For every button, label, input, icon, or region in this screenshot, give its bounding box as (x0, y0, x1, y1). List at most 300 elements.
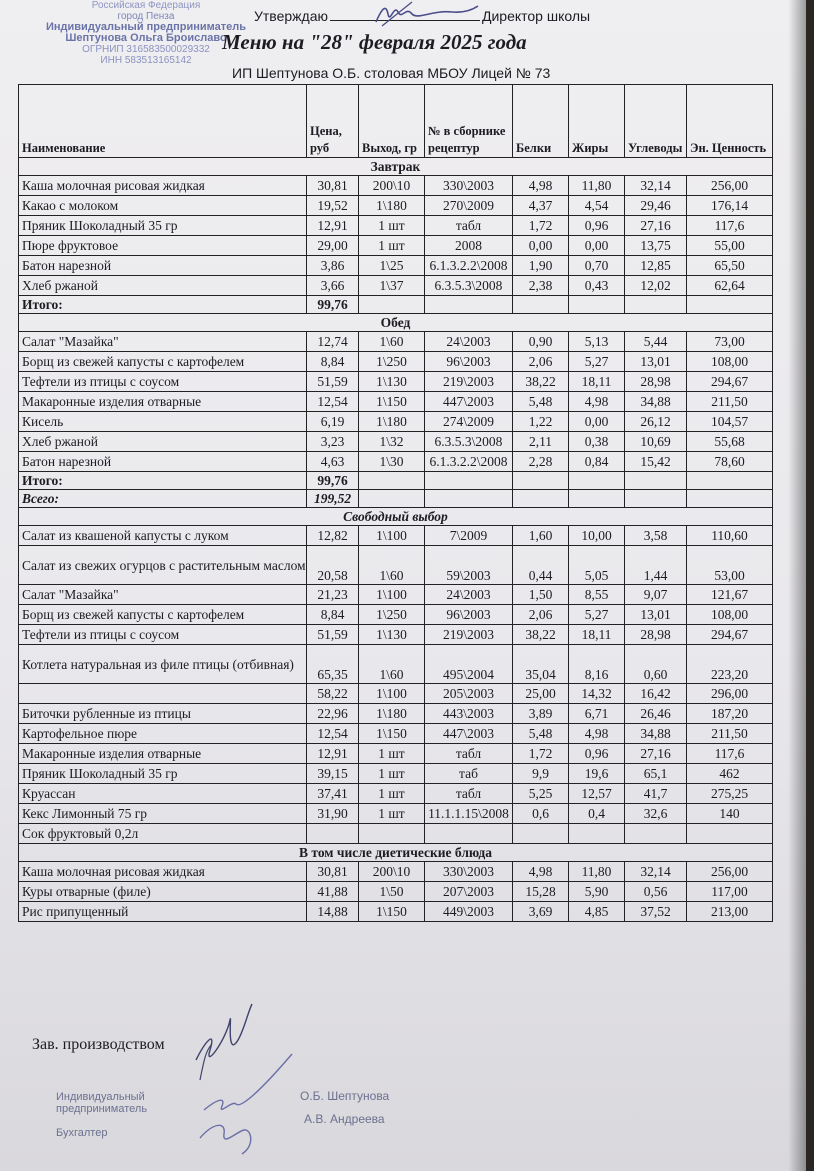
table-row (19, 276, 773, 296)
dish-name: Хлеб ржаной (19, 432, 307, 452)
table-row (19, 352, 773, 372)
cell-e: 117,00 (687, 882, 773, 902)
table-row (19, 704, 773, 724)
dish-name: Сок фруктовый 0,2л (19, 824, 307, 844)
header-row (19, 85, 773, 158)
cell-recipe: 6.3.5.3\2008 (425, 276, 513, 296)
dish-name: Пряник Шоколадный 35 гр (19, 216, 307, 236)
table-row (19, 216, 773, 236)
cell-f: 10,00 (569, 526, 625, 546)
cell-price: 12,82 (307, 526, 359, 546)
cell-e: 256,00 (687, 862, 773, 882)
dish-name: Хлеб ржаной (19, 276, 307, 296)
cell-e: 296,00 (687, 684, 773, 704)
cell-c: 13,01 (625, 605, 687, 625)
cell-recipe: 24\2003 (425, 332, 513, 352)
cell-price: 29,00 (307, 236, 359, 256)
director-signature-icon (372, 0, 482, 30)
cell-f: 12,57 (569, 784, 625, 804)
cell-e: 62,64 (687, 276, 773, 296)
cell-f: 5,27 (569, 605, 625, 625)
table-row (19, 332, 773, 352)
cell-price: 21,23 (307, 585, 359, 605)
stamp-line: ИНН 583513165142 (100, 55, 192, 66)
dish-name: Салат из квашеной капусты с луком (19, 526, 307, 546)
table-row (19, 412, 773, 432)
cell-f: 11,80 (569, 176, 625, 196)
cell-e: 294,67 (687, 372, 773, 392)
cell-e: 256,00 (687, 176, 773, 196)
total-row (19, 490, 773, 508)
cell-recipe: 2008 (425, 236, 513, 256)
cell-e: 211,50 (687, 392, 773, 412)
total-label: Всего: (19, 490, 307, 508)
cell-e: 117,6 (687, 744, 773, 764)
cell-p: 4,98 (513, 176, 569, 196)
cell-p: 25,00 (513, 684, 569, 704)
dish-name: Батон нарезной (19, 452, 307, 472)
cell-yield: 1 шт (359, 216, 425, 236)
empty-cell (513, 472, 569, 490)
cell-p: 0,90 (513, 332, 569, 352)
cell-e: 275,25 (687, 784, 773, 804)
cell-p: 1,90 (513, 256, 569, 276)
cell-price (307, 824, 359, 844)
cell-p: 4,37 (513, 196, 569, 216)
cell-price: 19,52 (307, 196, 359, 216)
cell-f: 0,00 (569, 412, 625, 432)
section-row (19, 844, 773, 862)
cell-yield: 1 шт (359, 804, 425, 824)
dish-name: Салат "Мазайка" (19, 332, 307, 352)
empty-cell (569, 296, 625, 314)
cell-yield: 1 шт (359, 784, 425, 804)
page-title: Меню на "28" февраля 2025 года (222, 30, 527, 54)
cell-c: 32,14 (625, 176, 687, 196)
cell-f: 5,13 (569, 332, 625, 352)
stamp-line: Российская Федерация (91, 0, 201, 11)
cell-p: 0,44 (513, 546, 569, 585)
cell-price: 30,81 (307, 176, 359, 196)
cell-recipe: табл (425, 784, 513, 804)
cell-c: 28,98 (625, 372, 687, 392)
cell-f: 8,16 (569, 645, 625, 684)
cell-yield: 1 шт (359, 744, 425, 764)
table-row (19, 452, 773, 472)
table-row (19, 196, 773, 216)
cell-f: 0,4 (569, 804, 625, 824)
cell-yield: 1\150 (359, 902, 425, 922)
cell-e (687, 824, 773, 844)
cell-c: 1,44 (625, 546, 687, 585)
cell-recipe: 7\2009 (425, 526, 513, 546)
table-row (19, 724, 773, 744)
cell-p: 2,06 (513, 352, 569, 372)
cell-yield: 1 шт (359, 764, 425, 784)
cell-p: 1,22 (513, 412, 569, 432)
empty-cell (359, 296, 425, 314)
cell-price: 30,81 (307, 862, 359, 882)
cell-price: 39,15 (307, 764, 359, 784)
cell-f: 0,43 (569, 276, 625, 296)
cell-recipe: 11.1.1.15\2008 (425, 804, 513, 824)
cell-price: 37,41 (307, 784, 359, 804)
cell-c: 41,7 (625, 784, 687, 804)
cell-price: 12,91 (307, 216, 359, 236)
cell-yield: 1\180 (359, 412, 425, 432)
cell-yield: 1\100 (359, 585, 425, 605)
empty-cell (687, 490, 773, 508)
approve-role: Директор школы (481, 8, 591, 24)
cell-p: 35,04 (513, 645, 569, 684)
cell-price: 22,96 (307, 704, 359, 724)
cell-price: 58,22 (307, 684, 359, 704)
cell-c (625, 824, 687, 844)
cell-recipe: 96\2003 (425, 352, 513, 372)
table-row (19, 744, 773, 764)
cell-price: 8,84 (307, 352, 359, 372)
table-row (19, 236, 773, 256)
cell-yield: 1\60 (359, 546, 425, 585)
cell-p: 38,22 (513, 625, 569, 645)
page-edge-shadow (788, 0, 806, 1171)
dish-name: Каша молочная рисовая жидкая (19, 862, 307, 882)
cell-e: 117,6 (687, 216, 773, 236)
cell-price: 12,54 (307, 392, 359, 412)
cell-recipe: 443\2003 (425, 704, 513, 724)
cell-p: 2,38 (513, 276, 569, 296)
table-row (19, 392, 773, 412)
cell-yield: 1\180 (359, 704, 425, 724)
cell-yield: 1\250 (359, 605, 425, 625)
cell-e: 223,20 (687, 645, 773, 684)
cell-price: 3,23 (307, 432, 359, 452)
empty-cell (569, 490, 625, 508)
cell-c: 27,16 (625, 744, 687, 764)
cell-f: 4,98 (569, 392, 625, 412)
dish-name: Куры отварные (филе) (19, 882, 307, 902)
dish-name: Биточки рубленные из птицы (19, 704, 307, 724)
cell-yield: 1\250 (359, 352, 425, 372)
dish-name: Рис припущенный (19, 902, 307, 922)
table-row (19, 432, 773, 452)
total-row (19, 472, 773, 490)
table-row (19, 526, 773, 546)
cell-e: 65,50 (687, 256, 773, 276)
col-proteins: Белки (513, 85, 569, 158)
cell-f: 14,32 (569, 684, 625, 704)
table-row (19, 882, 773, 902)
cell-recipe: 6.1.3.2.2\2008 (425, 452, 513, 472)
cell-f: 0,96 (569, 744, 625, 764)
cell-c: 5,44 (625, 332, 687, 352)
cell-p: 2,28 (513, 452, 569, 472)
cell-price: 14,88 (307, 902, 359, 922)
dish-name: Кекс Лимонный 75 гр (19, 804, 307, 824)
table-row (19, 605, 773, 625)
section-row (19, 314, 773, 332)
cell-e: 176,14 (687, 196, 773, 216)
entrepreneur-line: Индивидуальный (56, 1091, 145, 1103)
cell-recipe: 207\2003 (425, 882, 513, 902)
total-row (19, 296, 773, 314)
cell-recipe: 96\2003 (425, 605, 513, 625)
cell-price: 12,74 (307, 332, 359, 352)
cell-price: 31,90 (307, 804, 359, 824)
col-carbs: Углеводы (625, 85, 687, 158)
section-row (19, 508, 773, 526)
empty-cell (359, 490, 425, 508)
cell-e: 108,00 (687, 605, 773, 625)
cell-yield: 1\37 (359, 276, 425, 296)
total-label: Итого: (19, 472, 307, 490)
cell-e: 53,00 (687, 546, 773, 585)
cell-e: 140 (687, 804, 773, 824)
cell-p: 4,98 (513, 862, 569, 882)
cell-f: 0,70 (569, 256, 625, 276)
table-row (19, 784, 773, 804)
cell-f: 0,96 (569, 216, 625, 236)
dish-name: Тефтели из птицы с соусом (19, 372, 307, 392)
production-label: Зав. производством (32, 1036, 165, 1053)
table-row (19, 176, 773, 196)
cell-p: 2,11 (513, 432, 569, 452)
cell-price: 6,19 (307, 412, 359, 432)
cell-recipe: 495\2004 (425, 645, 513, 684)
cell-c: 12,85 (625, 256, 687, 276)
col-price: Цена, руб (307, 85, 359, 158)
name-andreeva: А.В. Андреева (304, 1112, 385, 1126)
empty-cell (425, 472, 513, 490)
cell-p: 15,28 (513, 882, 569, 902)
cell-price: 20,58 (307, 546, 359, 585)
cell-p: 1,72 (513, 744, 569, 764)
cell-c: 12,02 (625, 276, 687, 296)
cell-yield: 1\130 (359, 625, 425, 645)
cell-recipe: 274\2009 (425, 412, 513, 432)
cell-price: 12,54 (307, 724, 359, 744)
cell-f: 5,90 (569, 882, 625, 902)
empty-cell (425, 296, 513, 314)
cell-yield: 1\30 (359, 452, 425, 472)
cell-yield: 1\150 (359, 724, 425, 744)
section-title: Свободный выбор (19, 508, 773, 526)
menu-table (18, 84, 773, 922)
cell-p (513, 824, 569, 844)
table-row (19, 372, 773, 392)
cell-e: 108,00 (687, 352, 773, 372)
cell-p: 1,50 (513, 585, 569, 605)
empty-cell (625, 296, 687, 314)
col-yield: Выход, гр (359, 85, 425, 158)
empty-cell (359, 472, 425, 490)
dish-name: Пряник Шоколадный 35 гр (19, 764, 307, 784)
cell-p: 1,60 (513, 526, 569, 546)
signature-icon (196, 1050, 306, 1160)
cell-p: 5,48 (513, 392, 569, 412)
cell-c: 15,42 (625, 452, 687, 472)
dish-name: Макаронные изделия отварные (19, 392, 307, 412)
cell-e: 187,20 (687, 704, 773, 724)
cell-yield (359, 824, 425, 844)
cell-f: 18,11 (569, 372, 625, 392)
cell-c: 37,52 (625, 902, 687, 922)
cell-f: 4,98 (569, 724, 625, 744)
cell-recipe: 6.1.3.2.2\2008 (425, 256, 513, 276)
cell-c: 27,16 (625, 216, 687, 236)
table-row (19, 764, 773, 784)
cell-recipe: табл (425, 216, 513, 236)
table-row (19, 645, 773, 684)
cell-c: 13,75 (625, 236, 687, 256)
dish-name: Круассан (19, 784, 307, 804)
stamp-line: город Пенза (117, 11, 175, 22)
empty-cell (625, 472, 687, 490)
dish-name: Борщ из свежей капусты с картофелем (19, 352, 307, 372)
cell-e: 294,67 (687, 625, 773, 645)
cell-f: 4,54 (569, 196, 625, 216)
table-row (19, 256, 773, 276)
cell-e: 110,60 (687, 526, 773, 546)
cell-f: 5,27 (569, 352, 625, 372)
cell-e: 211,50 (687, 724, 773, 744)
stamp-line: ОГРНИП 316583500029332 (82, 44, 210, 55)
cell-c: 26,12 (625, 412, 687, 432)
cell-price: 51,59 (307, 372, 359, 392)
cell-c: 29,46 (625, 196, 687, 216)
cell-recipe: 59\2003 (425, 546, 513, 585)
cell-price: 4,63 (307, 452, 359, 472)
empty-cell (513, 296, 569, 314)
cell-yield: 1\150 (359, 392, 425, 412)
table-row (19, 862, 773, 882)
name-sheptunova: О.Б. Шептунова (300, 1089, 390, 1103)
cell-c: 0,60 (625, 645, 687, 684)
cell-recipe: 24\2003 (425, 585, 513, 605)
cell-price: 8,84 (307, 605, 359, 625)
table-row (19, 804, 773, 824)
cell-recipe: 6.3.5.3\2008 (425, 432, 513, 452)
cell-recipe: 219\2003 (425, 625, 513, 645)
cell-p: 3,69 (513, 902, 569, 922)
cell-f: 18,11 (569, 625, 625, 645)
cell-f: 8,55 (569, 585, 625, 605)
total-value: 99,76 (307, 296, 359, 314)
cell-c: 10,69 (625, 432, 687, 452)
cell-yield: 200\10 (359, 862, 425, 882)
cell-price: 41,88 (307, 882, 359, 902)
cell-c: 32,14 (625, 862, 687, 882)
cell-p: 5,48 (513, 724, 569, 744)
cell-yield: 1\100 (359, 526, 425, 546)
dish-name: Борщ из свежей капусты с картофелем (19, 605, 307, 625)
cell-f: 4,85 (569, 902, 625, 922)
table-row (19, 546, 773, 585)
cell-e: 73,00 (687, 332, 773, 352)
cell-e: 104,57 (687, 412, 773, 432)
empty-cell (687, 472, 773, 490)
accountant-label: Бухгалтер (56, 1127, 108, 1139)
cell-yield: 1\25 (359, 256, 425, 276)
cell-e: 78,60 (687, 452, 773, 472)
table-row (19, 625, 773, 645)
section-row (19, 158, 773, 176)
empty-cell (569, 472, 625, 490)
total-label: Итого: (19, 296, 307, 314)
cell-c: 9,07 (625, 585, 687, 605)
dish-name (19, 684, 307, 704)
cell-p: 2,06 (513, 605, 569, 625)
cell-e: 213,00 (687, 902, 773, 922)
cell-yield: 1\100 (359, 684, 425, 704)
cell-f: 0,84 (569, 452, 625, 472)
col-energy: Эн. Ценность (687, 85, 773, 158)
cell-p: 0,6 (513, 804, 569, 824)
cell-f: 0,38 (569, 432, 625, 452)
cell-e: 55,68 (687, 432, 773, 452)
cell-e: 55,00 (687, 236, 773, 256)
cell-c: 16,42 (625, 684, 687, 704)
section-title: Завтрак (19, 158, 773, 176)
cell-f: 19,6 (569, 764, 625, 784)
cell-recipe: таб (425, 764, 513, 784)
cell-p: 9,9 (513, 764, 569, 784)
cell-yield: 1\60 (359, 332, 425, 352)
col-fats: Жиры (569, 85, 625, 158)
cell-p: 0,00 (513, 236, 569, 256)
cell-c: 32,6 (625, 804, 687, 824)
dish-name: Картофельное пюре (19, 724, 307, 744)
empty-cell (625, 490, 687, 508)
cell-price: 12,91 (307, 744, 359, 764)
table-row (19, 824, 773, 844)
total-value: 99,76 (307, 472, 359, 490)
cell-recipe (425, 824, 513, 844)
cell-c: 3,58 (625, 526, 687, 546)
cell-yield: 1\180 (359, 196, 425, 216)
cell-recipe: 447\2003 (425, 724, 513, 744)
dish-name: Пюре фруктовое (19, 236, 307, 256)
entrepreneur-label (56, 1091, 147, 1115)
cell-p: 5,25 (513, 784, 569, 804)
cell-c: 26,46 (625, 704, 687, 724)
section-title: Обед (19, 314, 773, 332)
dish-name: Котлета натуральная из филе птицы (отбивная) (19, 645, 307, 684)
stamp-line: Индивидуальный предприниматель (46, 21, 246, 33)
cell-yield: 1\50 (359, 882, 425, 902)
approve-label: Утверждаю (254, 8, 328, 24)
cell-f: 11,80 (569, 862, 625, 882)
cell-recipe: 330\2003 (425, 176, 513, 196)
cell-recipe: 447\2003 (425, 392, 513, 412)
cell-recipe: 449\2003 (425, 902, 513, 922)
dish-name: Какао с молоком (19, 196, 307, 216)
cell-f: 5,05 (569, 546, 625, 585)
cell-recipe: табл (425, 744, 513, 764)
empty-cell (687, 296, 773, 314)
cell-yield: 1\60 (359, 645, 425, 684)
dish-name: Каша молочная рисовая жидкая (19, 176, 307, 196)
cell-c: 34,88 (625, 392, 687, 412)
cell-recipe: 270\2009 (425, 196, 513, 216)
cell-price: 51,59 (307, 625, 359, 645)
cell-recipe: 330\2003 (425, 862, 513, 882)
cell-c: 65,1 (625, 764, 687, 784)
entrepreneur-line: предприниматель (56, 1103, 148, 1115)
cell-price: 65,35 (307, 645, 359, 684)
cell-price: 3,66 (307, 276, 359, 296)
cell-f (569, 824, 625, 844)
